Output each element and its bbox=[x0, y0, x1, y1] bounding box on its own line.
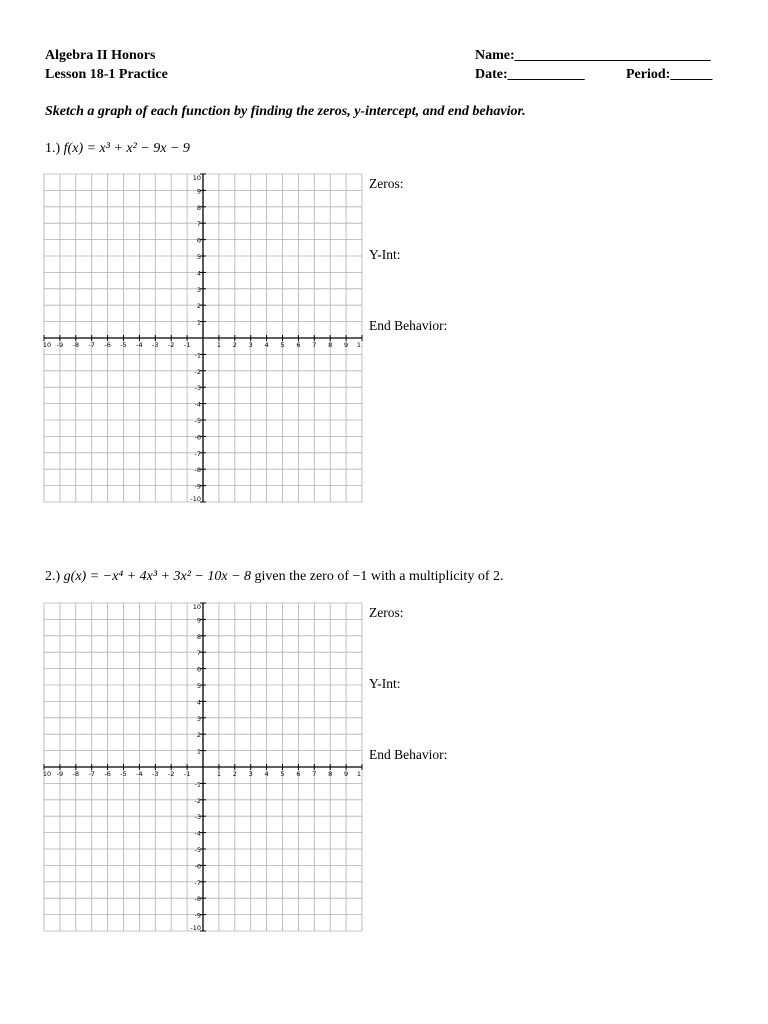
lesson-title: Lesson 18-1 Practice bbox=[45, 67, 168, 82]
function-name: g(x) bbox=[63, 569, 87, 584]
problem-2-prompt bbox=[45, 569, 503, 585]
x-tick-label: -3 bbox=[152, 770, 159, 778]
function-name: f(x) bbox=[63, 141, 84, 156]
y-tick-label: -5 bbox=[194, 417, 201, 425]
end-behavior-label: End Behavior: bbox=[369, 747, 448, 762]
y-tick-label: 3 bbox=[196, 285, 201, 294]
x-tick-label: -5 bbox=[120, 770, 127, 778]
problem-number: 2.) bbox=[45, 569, 61, 584]
x-tick-label: -4 bbox=[136, 770, 143, 778]
x-tick-label: -7 bbox=[88, 770, 95, 778]
x-tick-label: 8 bbox=[328, 341, 333, 349]
y-tick-label: -9 bbox=[194, 482, 201, 491]
problem-1-prompt bbox=[45, 141, 190, 157]
x-tick-label: 1 bbox=[216, 770, 221, 778]
y-tick-label: 8 bbox=[196, 203, 201, 212]
y-tick-label: 5 bbox=[196, 682, 201, 690]
y-tick-label: -2 bbox=[194, 367, 201, 376]
coordinate-grid-1[interactable] bbox=[44, 174, 362, 502]
period-field[interactable]: Period:______ bbox=[626, 67, 713, 82]
y-int-label: Y-Int: bbox=[369, 247, 401, 262]
course-title: Algebra II Honors bbox=[45, 48, 156, 63]
x-tick-label: -3 bbox=[152, 341, 159, 349]
x-tick-label: -1 bbox=[183, 770, 191, 778]
y-tick-label: 6 bbox=[196, 236, 201, 245]
x-tick-label: 1 bbox=[356, 341, 362, 349]
x-tick-label: 10 bbox=[42, 341, 52, 349]
y-tick-label: 7 bbox=[196, 220, 201, 229]
y-tick-label: -6 bbox=[194, 433, 201, 442]
y-tick-label: 5 bbox=[196, 253, 201, 261]
end-behavior-label: End Behavior: bbox=[369, 318, 448, 333]
x-tick-label: 7 bbox=[312, 341, 317, 349]
y-tick-label: -3 bbox=[194, 384, 201, 393]
y-tick-label: -1 bbox=[194, 351, 201, 360]
x-tick-label: 5 bbox=[280, 770, 285, 778]
y-tick-label: 1 bbox=[196, 318, 201, 327]
y-tick-label: 9 bbox=[196, 187, 201, 196]
x-tick-label: -6 bbox=[104, 770, 111, 778]
problem-note: given the zero of −1 with a multiplicity of 2. bbox=[254, 569, 504, 584]
x-tick-label: 4 bbox=[264, 770, 269, 778]
x-tick-label: 9 bbox=[344, 770, 349, 778]
function-expression: = x³ + x² − 9x − 9 bbox=[86, 141, 190, 156]
x-tick-label: -9 bbox=[56, 341, 64, 349]
x-tick-label: -7 bbox=[88, 341, 95, 349]
x-tick-label: 5 bbox=[280, 341, 285, 349]
x-tick-label: 7 bbox=[312, 770, 317, 778]
x-tick-label: -2 bbox=[167, 770, 175, 778]
x-tick-label: 9 bbox=[344, 341, 349, 349]
y-tick-label: -5 bbox=[194, 846, 201, 854]
x-tick-label: 6 bbox=[296, 770, 301, 778]
y-tick-label: -8 bbox=[194, 466, 201, 475]
name-field[interactable]: Name:____________________________ bbox=[475, 48, 711, 63]
x-tick-label: -8 bbox=[72, 341, 80, 349]
y-tick-label: -9 bbox=[194, 911, 201, 920]
y-tick-label: 6 bbox=[196, 665, 201, 674]
function-expression: = −x⁴ + 4x³ + 3x² − 10x − 8 bbox=[89, 569, 252, 584]
y-tick-label: -2 bbox=[194, 796, 201, 805]
zeros-label: Zeros: bbox=[369, 605, 404, 620]
x-tick-label: -8 bbox=[72, 770, 80, 778]
x-tick-label: 1 bbox=[216, 341, 221, 349]
x-tick-label: 3 bbox=[248, 770, 253, 778]
date-field[interactable]: Date:___________ bbox=[475, 67, 585, 82]
x-tick-label: 10 bbox=[42, 770, 52, 778]
coordinate-grid-2[interactable] bbox=[44, 603, 362, 931]
y-tick-label: 10 bbox=[192, 603, 201, 611]
x-tick-label: 8 bbox=[328, 770, 333, 778]
x-tick-label: 4 bbox=[264, 341, 269, 349]
y-int-label: Y-Int: bbox=[369, 676, 401, 691]
y-tick-label: -6 bbox=[194, 862, 201, 871]
y-tick-label: -3 bbox=[194, 813, 201, 822]
x-tick-label: 2 bbox=[232, 341, 237, 349]
y-tick-label: -7 bbox=[194, 449, 201, 458]
y-tick-label: -4 bbox=[194, 829, 201, 838]
y-tick-label: 7 bbox=[196, 649, 201, 658]
x-tick-label: -6 bbox=[104, 341, 111, 349]
x-tick-label: -4 bbox=[136, 341, 143, 349]
y-tick-label: 4 bbox=[196, 698, 201, 707]
x-tick-label: -2 bbox=[167, 341, 175, 349]
x-tick-label: -1 bbox=[183, 341, 191, 349]
y-tick-label: 9 bbox=[196, 616, 201, 625]
y-tick-label: -1 bbox=[194, 780, 201, 789]
x-tick-label: 1 bbox=[356, 770, 362, 778]
y-tick-label: 3 bbox=[196, 714, 201, 723]
x-tick-label: -5 bbox=[120, 341, 127, 349]
y-tick-label: -8 bbox=[194, 895, 201, 904]
x-tick-label: 2 bbox=[232, 770, 237, 778]
zeros-label: Zeros: bbox=[369, 176, 404, 191]
y-tick-label: -10 bbox=[190, 495, 201, 503]
y-tick-label: 8 bbox=[196, 632, 201, 641]
y-tick-label: 2 bbox=[196, 731, 201, 740]
x-tick-label: 3 bbox=[248, 341, 253, 349]
y-tick-label: 1 bbox=[196, 747, 201, 756]
problem-number: 1.) bbox=[45, 141, 61, 156]
y-tick-label: 10 bbox=[192, 174, 201, 182]
y-tick-label: -7 bbox=[194, 878, 201, 887]
y-tick-label: -10 bbox=[190, 924, 201, 932]
y-tick-label: -4 bbox=[194, 400, 201, 409]
x-tick-label: 6 bbox=[296, 341, 301, 349]
y-tick-label: 2 bbox=[196, 302, 201, 311]
x-tick-label: -9 bbox=[56, 770, 64, 778]
y-tick-label: 4 bbox=[196, 269, 201, 278]
instructions: Sketch a graph of each function by finding the zeros, y-intercept, and end behavior. bbox=[45, 104, 526, 119]
